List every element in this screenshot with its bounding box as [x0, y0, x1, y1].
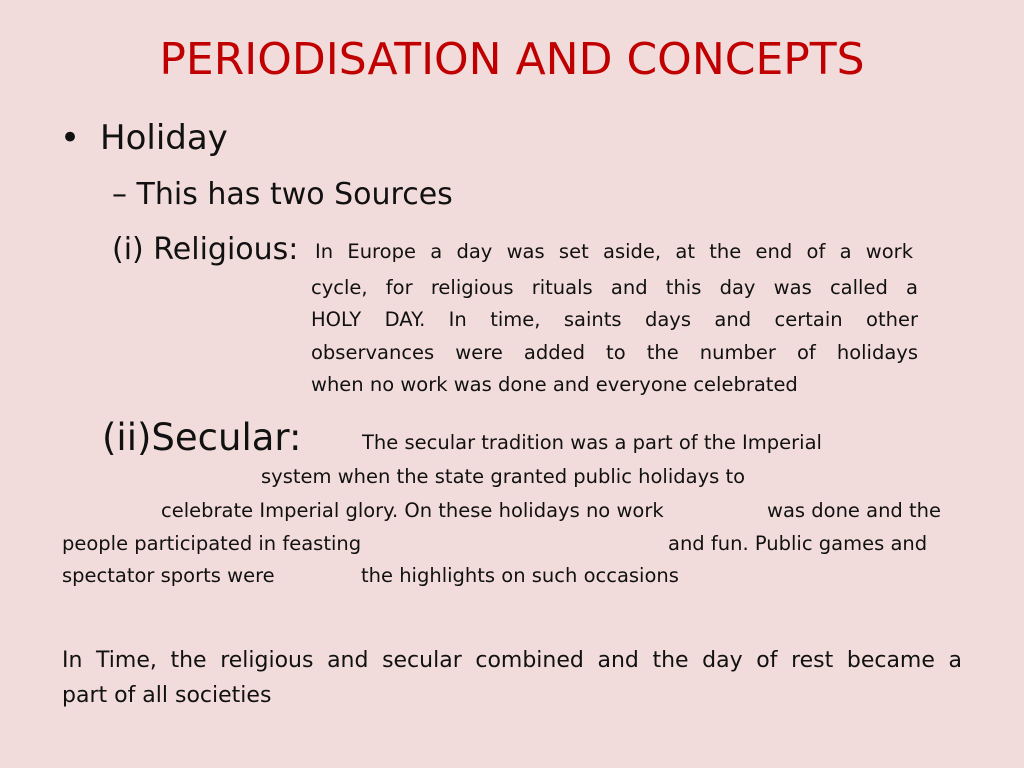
- conclusion-line-2: part of all societies: [62, 683, 272, 708]
- religious-line-2: cycle, for religious rituals and this day was called a: [311, 276, 918, 299]
- sources-text: This has two Sources: [136, 177, 453, 212]
- conclusion-line-1: In Time, the religious and secular combined and the day of rest became a: [62, 648, 962, 673]
- bullet-holiday-text: Holiday: [100, 118, 228, 158]
- sub-bullet-sources: [112, 176, 453, 214]
- religious-line-4: observances were added to the number of holidays: [311, 340, 918, 364]
- secular-line-2: system when the state granted public holidays to: [261, 465, 746, 488]
- secular-line-5b: the highlights on such occasions: [361, 564, 679, 587]
- slide-title: PERIODISATION AND CONCEPTS: [159, 34, 865, 85]
- dash-marker: –: [112, 177, 127, 212]
- secular-label: (ii)Secular:: [102, 416, 302, 459]
- bullet-holiday: [60, 115, 228, 161]
- religious-line-3: HOLY DAY. In time, saints days and certain other: [311, 308, 918, 332]
- secular-line-3a: celebrate Imperial glory. On these holidays no work: [161, 499, 664, 522]
- conclusion-paragraph: [62, 643, 962, 713]
- secular-line-4b: and fun. Public games and: [668, 532, 928, 555]
- religious-label: (i) Religious:: [112, 232, 299, 267]
- secular-line-4a: people participated in feasting: [62, 532, 362, 555]
- religious-line-1: In Europe a day was set aside, at the end of a work: [315, 240, 913, 263]
- bullet-marker: •: [60, 118, 81, 158]
- secular-line-3b: was done and the: [767, 499, 942, 522]
- secular-line-1: The secular tradition was a part of the Imperial: [362, 431, 822, 454]
- religious-line-5: when no work was done and everyone celebrated: [311, 373, 798, 397]
- religious-body: [311, 272, 918, 402]
- secular-line-5a: spectator sports were: [62, 564, 275, 587]
